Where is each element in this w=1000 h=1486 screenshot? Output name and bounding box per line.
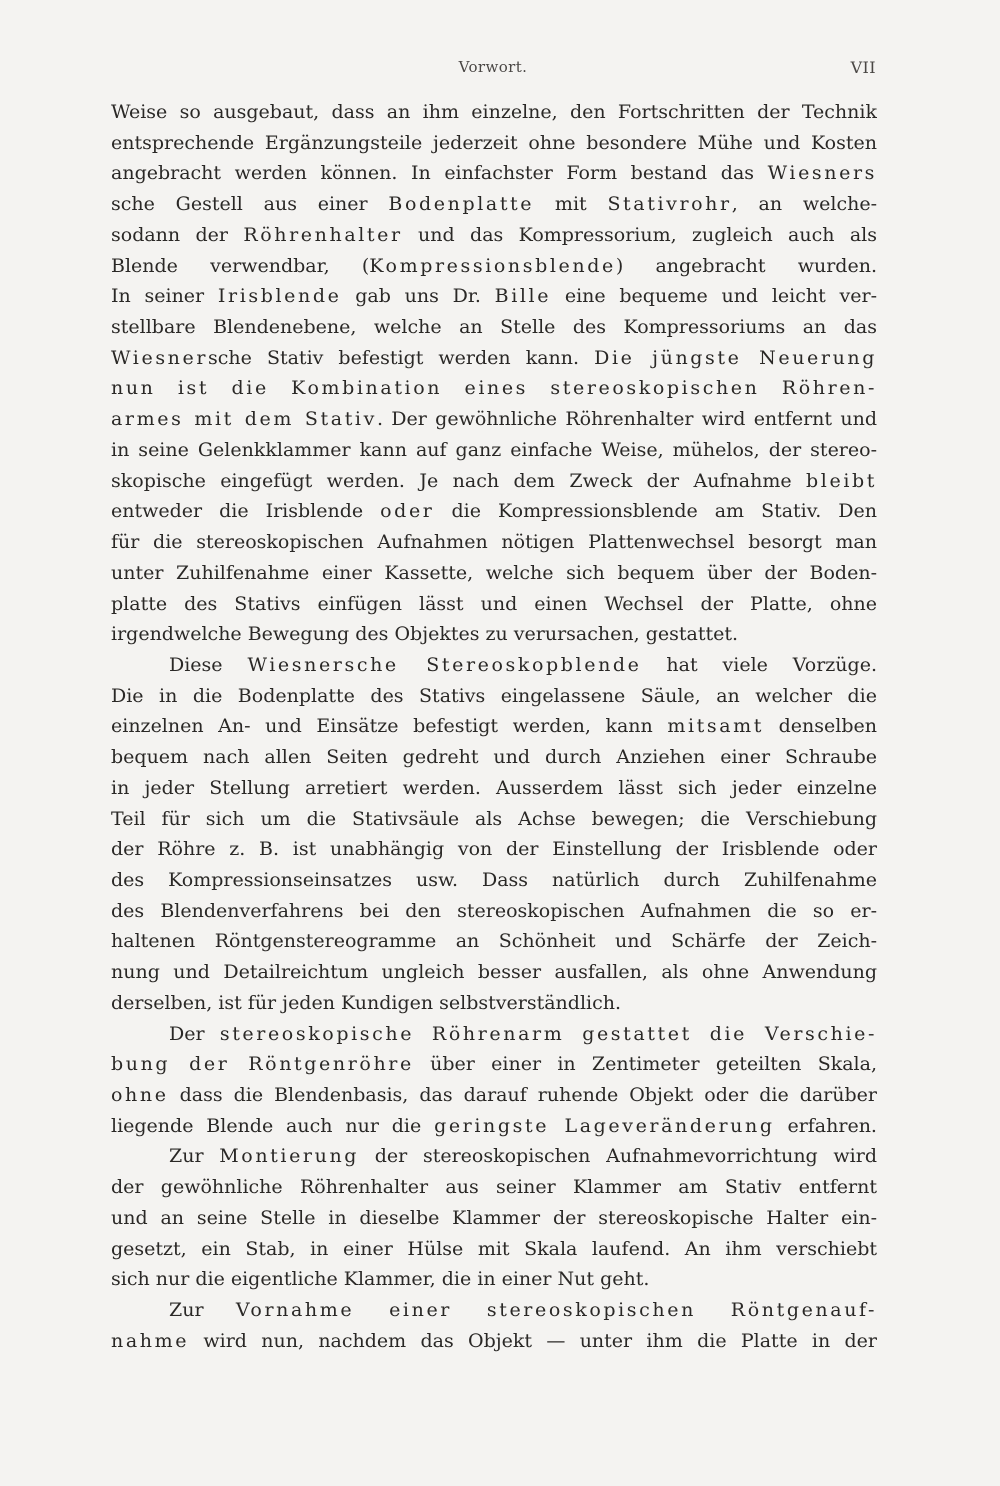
text-run: Zur [169, 1145, 220, 1168]
text-run: erfahren. [774, 1114, 877, 1137]
spaced-emphasis: Wiesners [767, 162, 877, 185]
text-run: und das Kompressorium, zugleich auch als [402, 223, 877, 246]
spaced-emphasis: Wiesnersche Stereoskopblende [247, 653, 642, 676]
spaced-emphasis: Bodenplatte [388, 193, 535, 216]
spaced-emphasis: oder [380, 500, 435, 523]
text-run: Teil für sich um die Stativsäule als Achse bewegen; die Verschiebung [111, 807, 877, 830]
text-run: dass die Blendenbasis, das darauf ruhende Objekt oder die darüber [168, 1084, 877, 1106]
spaced-emphasis: bung der Röntgenröhre [111, 1053, 414, 1076]
spaced-emphasis: Vornahme einer stereoskopischen Röntgenauf- [235, 1299, 877, 1322]
text-line [111, 466, 877, 497]
text-line [111, 650, 877, 681]
text-run: des Blendenverfahrens bei den stereoskopischen Aufnahmen die so er- [111, 899, 877, 922]
text-line [111, 1019, 877, 1050]
text-line [111, 435, 877, 466]
text-line [111, 1264, 877, 1295]
text-run: angebracht werden können. In einfachster Form bestand das [111, 162, 768, 185]
text-line [111, 312, 877, 343]
text-run: über einer in Zentimeter geteilten Skala, [413, 1053, 877, 1076]
running-head [110, 58, 876, 82]
text-line [111, 681, 877, 712]
text-line [111, 404, 877, 435]
text-run: stellbare Blendenebene, welche an Stelle des Kompressoriums an das [111, 316, 877, 339]
text-line [111, 865, 877, 896]
text-line [111, 189, 877, 220]
text-run: platte des Stativs einfügen lässt und einen Wechsel der Platte, ohne [111, 592, 877, 615]
text-line [111, 496, 877, 527]
text-run: und an seine Stelle in dieselbe Klammer der stereoskopische Halter ein- [111, 1206, 877, 1229]
text-line [111, 1203, 877, 1234]
text-run: der stereoskopischen Aufnahmevorrichtung wird [359, 1145, 877, 1168]
text-line [111, 158, 877, 189]
spaced-emphasis: Die jüngste Neuerung [594, 346, 877, 369]
text-line [111, 97, 877, 128]
spaced-emphasis: ohne [111, 1084, 169, 1106]
text-line [111, 281, 877, 312]
text-line [111, 1080, 877, 1111]
text-run: einzelnen An- und Einsätze befestigt werden, kann [111, 715, 668, 738]
text-run: in seine Gelenkklammer kann auf ganz einfache Weise, mühelos, der stereo- [111, 438, 877, 461]
text-run: Weise so ausgebaut, dass an ihm einzelne, den Fortschritten der Technik [111, 101, 877, 123]
text-run: Der [169, 1022, 220, 1045]
text-line [111, 1172, 877, 1203]
text-run: , an welche- [731, 193, 877, 216]
text-run: . Der gewöhnliche Röhrenhalter wird entfernt und [376, 408, 877, 431]
text-run: liegende Blende auch nur die [111, 1114, 435, 1137]
text-line [111, 527, 877, 558]
text-line [111, 1049, 877, 1080]
text-run: entweder die Irisblende [111, 500, 381, 523]
text-run: unter Zuhilfenahme einer Kassette, welche sich bequem über der Boden- [111, 561, 877, 584]
text-run: nung und Detailreichtum ungleich besser ausfallen, als ohne Anwendung [111, 961, 877, 984]
text-line [111, 619, 877, 650]
text-run: irgendwelche Bewegung des Objektes zu verursachen, gestattet. [111, 623, 739, 646]
text-line [111, 220, 877, 251]
text-run: ) angebracht wurden. [615, 254, 877, 277]
text-line [111, 589, 877, 620]
text-run: sich nur die eigentliche Klammer, die in einer Nut geht. [111, 1268, 650, 1291]
text-line [111, 711, 877, 742]
text-line [111, 742, 877, 773]
text-run: sche Gestell aus einer [111, 193, 389, 216]
text-line [111, 1326, 877, 1357]
text-line [111, 558, 877, 589]
text-run: wird nun, nachdem das Objekt — unter ihm die Platte in der [189, 1329, 877, 1352]
spaced-emphasis: stereoskopische Röhrenarm gestattet die Verschie- [219, 1022, 877, 1045]
spaced-emphasis: nun ist die Kombination eines stereoskopischen Röhren- [111, 377, 877, 400]
text-line [111, 773, 877, 804]
spaced-emphasis: mitsamt [667, 715, 765, 738]
text-run: denselben [764, 715, 877, 738]
text-run: Blende verwendbar, ( [111, 254, 370, 277]
text-run: eine bequeme und leicht ver- [551, 285, 877, 308]
spaced-emphasis: nahme [111, 1329, 190, 1352]
text-run: Die in die Bodenplatte des Stativs eingelassene Säule, an welcher die [111, 684, 877, 707]
text-run: mit [534, 193, 608, 216]
text-line [111, 1111, 877, 1142]
spaced-emphasis: Kompressionsblende [369, 254, 616, 277]
text-line [111, 988, 877, 1019]
text-run: haltenen Röntgenstereogramme an Schönheit und Schärfe der Zeich- [111, 930, 877, 953]
text-line [111, 834, 877, 865]
text-line [111, 1141, 877, 1172]
spaced-emphasis: Irisblende [217, 285, 342, 308]
text-run: Zur [169, 1299, 236, 1322]
text-run: gesetzt, ein Stab, in einer Hülse mit Skala laufend. An ihm verschiebt [111, 1237, 877, 1260]
text-line [111, 1234, 877, 1265]
text-line [111, 926, 877, 957]
body-text [111, 97, 877, 1356]
text-run: sche Stativ befestigt werden kann. [208, 346, 595, 369]
text-run: des Kompressionseinsatzes usw. Dass natürlich durch Zuhilfenahme [111, 868, 877, 891]
text-run: sodann der [111, 223, 244, 246]
running-title: Vorwort. [458, 58, 528, 76]
page-number: VII [850, 58, 876, 77]
text-line [111, 896, 877, 927]
text-line [111, 373, 877, 404]
text-run: gab uns Dr. [341, 285, 495, 308]
spaced-emphasis: geringste Lageveränderung [434, 1114, 775, 1137]
text-run: skopische eingefügt werden. Je nach dem Zweck der Aufnahme [111, 469, 807, 492]
spaced-emphasis: Bille [494, 285, 552, 308]
spaced-emphasis: Stativrohr [607, 193, 732, 216]
spaced-emphasis: bleibt [806, 469, 877, 492]
text-line [111, 957, 877, 988]
text-run: in jeder Stellung arretiert werden. Ausserdem lässt sich jeder einzelne [111, 776, 877, 799]
text-run: für die stereoskopischen Aufnahmen nötigen Plattenwechsel besorgt man [111, 531, 877, 554]
text-run: die Kompressionsblende am Stativ. Den [434, 500, 877, 523]
text-line [111, 343, 877, 374]
spaced-emphasis: armes mit dem Stativ [111, 408, 377, 431]
text-run: In seiner [111, 285, 218, 308]
text-line [111, 1295, 877, 1326]
text-run: Diese [169, 653, 248, 676]
text-run: bequem nach allen Seiten gedreht und durch Anziehen einer Schraube [111, 746, 877, 769]
text-run: der Röhre z. B. ist unabhängig von der Einstellung der Irisblende oder [111, 838, 877, 861]
text-run: hat viele Vorzüge. [641, 653, 877, 676]
spaced-emphasis: Wiesner [111, 346, 209, 369]
spaced-emphasis: Montierung [219, 1145, 360, 1168]
spaced-emphasis: Röhrenhalter [243, 223, 403, 246]
text-line [111, 251, 877, 282]
text-run: entsprechende Ergänzungsteile jederzeit ohne besondere Mühe und Kosten [111, 131, 877, 154]
text-line [111, 128, 877, 159]
text-run: derselben, ist für jeden Kundigen selbstverständlich. [111, 991, 622, 1014]
text-line [111, 804, 877, 835]
text-run: der gewöhnliche Röhrenhalter aus seiner Klammer am Stativ entfernt [111, 1176, 877, 1199]
